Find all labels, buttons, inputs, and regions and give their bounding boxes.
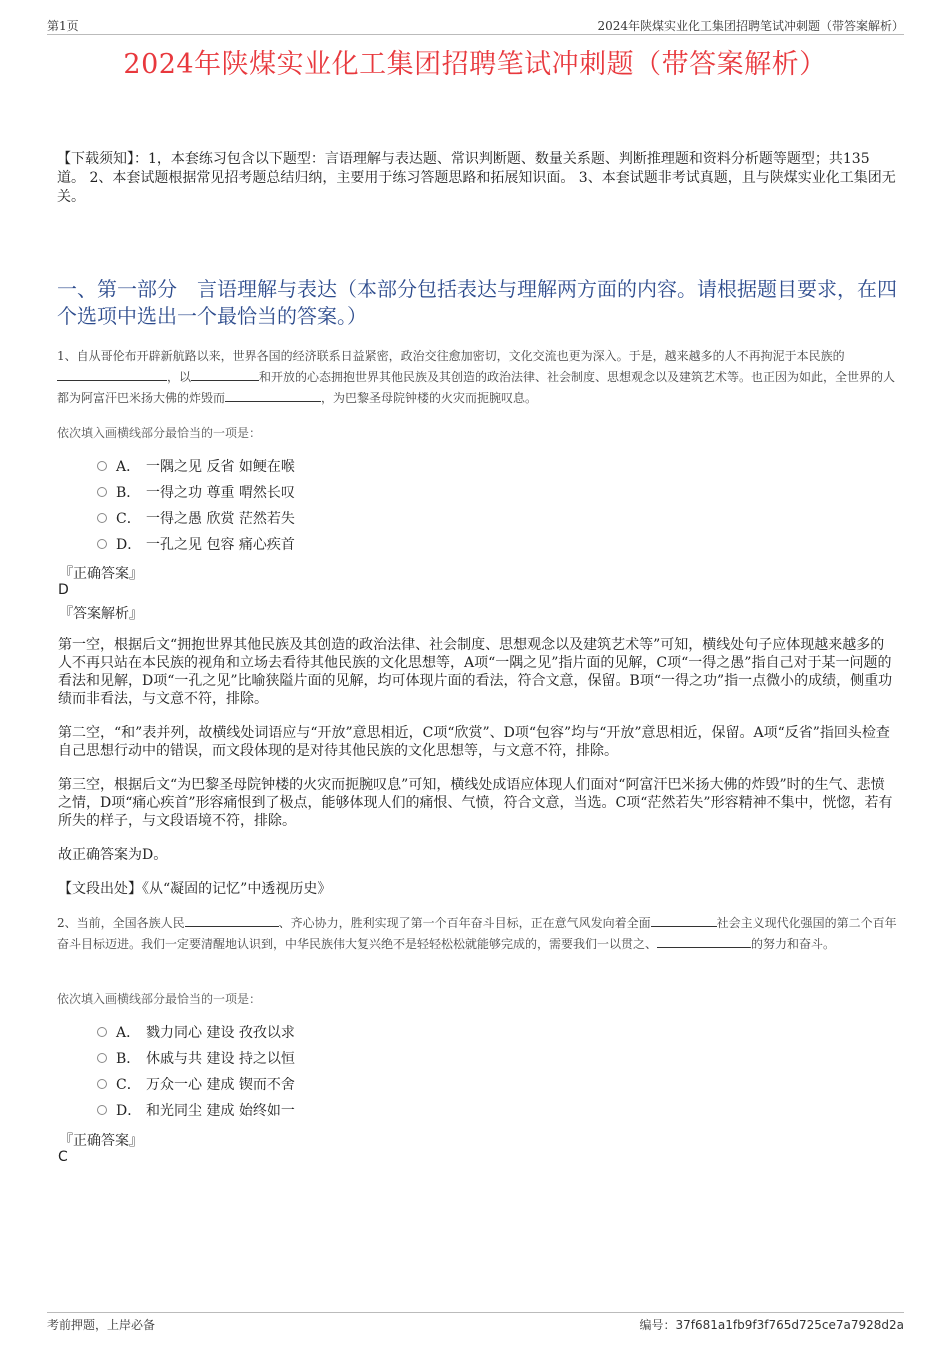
option-c[interactable] (97, 505, 295, 531)
option-b[interactable] (97, 479, 295, 505)
option-text: 和光同尘 建成 始终如一 (146, 1103, 295, 1119)
q2-text-3: 社会主义现代化强国的第二个百年奋斗目标迈进。我们一定要清醒地认识到，中华民族伟大复兴绝不是轻轻松松就能够完成的，需要我们一以贯之、 (57, 916, 897, 951)
radio-icon[interactable] (97, 1027, 107, 1037)
page-number: 第1页 (47, 19, 79, 33)
analysis-paragraph: 第二空，“和”表并列，故横线处词语应与“开放”意思相近，C项“欣赏”、D项“包容”均与“开放”意思相近，保留。A项“反省”指回头检查自己思想行动中的错误，而文段体现的是对待其他民族的文化思想等，与文意不符，排除。 (58, 725, 890, 759)
question-1-stem (57, 346, 897, 409)
q2-text-2: 、齐心协力，胜利实现了第一个百年奋斗目标，正在意气风发向着全面 (278, 916, 651, 930)
page-footer (47, 1312, 904, 1335)
answer-label: 『正确答案』 (59, 1133, 143, 1149)
source-reference: 【文段出处】《从“凝固的记忆”中透视历史》 (58, 881, 332, 897)
analysis-paragraph: 第三空，根据后文“为巴黎圣母院钟楼的火灾而扼腕叹息”可知，横线处成语应体现人们面对“阿富汗巴米扬大佛的炸毁”时的生气、悲愤之情，D项“痛心疾首”形容痛恨到了极点，能够体现人们的痛恨、气愤，符合文意，当选。C项“茫然若失”形容精神不集中，恍惚，若有所失的样子，与文段语境不符，排除。 (58, 777, 893, 829)
option-a[interactable] (97, 1019, 295, 1045)
header-doc-title: 2024年陕煤实业化工集团招聘笔试冲刺题（带答案解析） (597, 19, 904, 33)
option-text: 一得之功 尊重 喟然长叹 (146, 485, 295, 501)
analysis-label: 『答案解析』 (59, 606, 143, 622)
q1-text-2: ，以 (167, 370, 192, 384)
footer-slogan: 考前押题，上岸必备 (47, 1318, 156, 1332)
fill-blank (191, 367, 259, 381)
code-label: 编号： (639, 1318, 676, 1332)
fill-blank (657, 934, 751, 948)
question-2-stem (57, 913, 897, 955)
option-a[interactable] (97, 453, 295, 479)
fill-blank (185, 913, 279, 927)
document-title: 2024年陕煤实业化工集团招聘笔试冲刺题（带答案解析） (123, 49, 827, 80)
option-letter: B． (116, 485, 141, 501)
radio-icon[interactable] (97, 513, 107, 523)
q1-text-3: 和开放的心态拥抱世界其他民族及其创造的政治法律、社会制度、思想观念以及建筑艺术等。也正因为如此，全世界的人都为阿富汗巴米扬大佛的炸毁而 (57, 370, 896, 405)
radio-icon[interactable] (97, 1079, 107, 1089)
footer-code (639, 1316, 904, 1333)
radio-icon[interactable] (97, 487, 107, 497)
radio-icon[interactable] (97, 539, 107, 549)
question-1-options (97, 453, 295, 557)
fill-blank (57, 367, 167, 381)
option-d[interactable] (97, 1097, 295, 1123)
option-letter: D． (116, 1103, 142, 1119)
q1-text-4: ，为巴黎圣母院钟楼的火灾而扼腕叹息。 (321, 391, 538, 405)
option-letter: C． (116, 1077, 141, 1093)
answer-label: 『正确答案』 (59, 566, 143, 582)
radio-icon[interactable] (97, 1053, 107, 1063)
option-letter: C． (116, 511, 141, 527)
option-c[interactable] (97, 1071, 295, 1097)
analysis-conclusion: 故正确答案为D。 (58, 847, 168, 863)
radio-icon[interactable] (97, 1105, 107, 1115)
option-b[interactable] (97, 1045, 295, 1071)
analysis-paragraph: 第一空，根据后文“拥抱世界其他民族及其创造的政治法律、社会制度、思想观念以及建筑艺术等”可知，横线处句子应体现越来越多的人不再只站在本民族的视角和立场去看待其他民族的文化思想等，A项“一隅之见”指片面的见解，C项“一得之愚”指自己对于某一问题的看法和见解，D项“一孔之见”比喻狭隘片面的见解，均可体现片面的看法，符合文意，保留。B项“一得之功”指一点微小的成绩，侧重功绩而非看法，与文意不符，排除。 (58, 637, 893, 707)
download-notice: 【下载须知】：1，本套练习包含以下题型：言语理解与表达题、常识判断题、数量关系题、判断推理题和资料分析题等题型；共135道。 2、本套试题根据常见招考题总结归纳，主要用于练习答题思路和拓展知识面。 3、本套试题非考试真题，且与陕煤实业化工集团无关。 (57, 151, 896, 205)
option-text: 一孔之见 包容 痛心疾首 (146, 537, 295, 553)
option-letter: A． (116, 459, 141, 475)
option-letter: B． (116, 1051, 141, 1067)
option-text: 一得之愚 欣赏 茫然若失 (146, 511, 295, 527)
page-header (47, 14, 904, 35)
correct-answer: C (58, 1149, 68, 1165)
option-letter: D． (116, 537, 142, 553)
q1-text-1: 1、自从哥伦布开辟新航路以来，世界各国的经济联系日益紧密，政治交往愈加密切，文化交流也更为深入。于是，越来越多的人不再拘泥于本民族的 (57, 349, 845, 363)
section-title: 一、第一部分 言语理解与表达（本部分包括表达与理解两方面的内容。请根据题目要求，在四个选项中选出一个最恰当的答案。） (57, 277, 897, 328)
code-value: 37f681a1fb9f3f765d725ce7a7928d2a (675, 1318, 904, 1332)
question-1-prompt: 依次填入画横线部分最恰当的一项是： (57, 426, 262, 440)
question-2-prompt: 依次填入画横线部分最恰当的一项是： (57, 992, 262, 1006)
q2-text-1: 2、当前，全国各族人民 (57, 916, 185, 930)
fill-blank (225, 388, 321, 402)
q2-text-4: 的努力和奋斗。 (751, 937, 836, 951)
fill-blank (651, 913, 717, 927)
option-text: 戮力同心 建设 孜孜以求 (146, 1025, 295, 1041)
option-text: 休戚与共 建设 持之以恒 (146, 1051, 295, 1067)
correct-answer: D (58, 582, 69, 598)
option-text: 一隅之见 反省 如鲠在喉 (146, 459, 295, 475)
radio-icon[interactable] (97, 461, 107, 471)
option-letter: A． (116, 1025, 141, 1041)
option-d[interactable] (97, 531, 295, 557)
question-2-options (97, 1019, 295, 1123)
option-text: 万众一心 建成 锲而不舍 (146, 1077, 295, 1093)
